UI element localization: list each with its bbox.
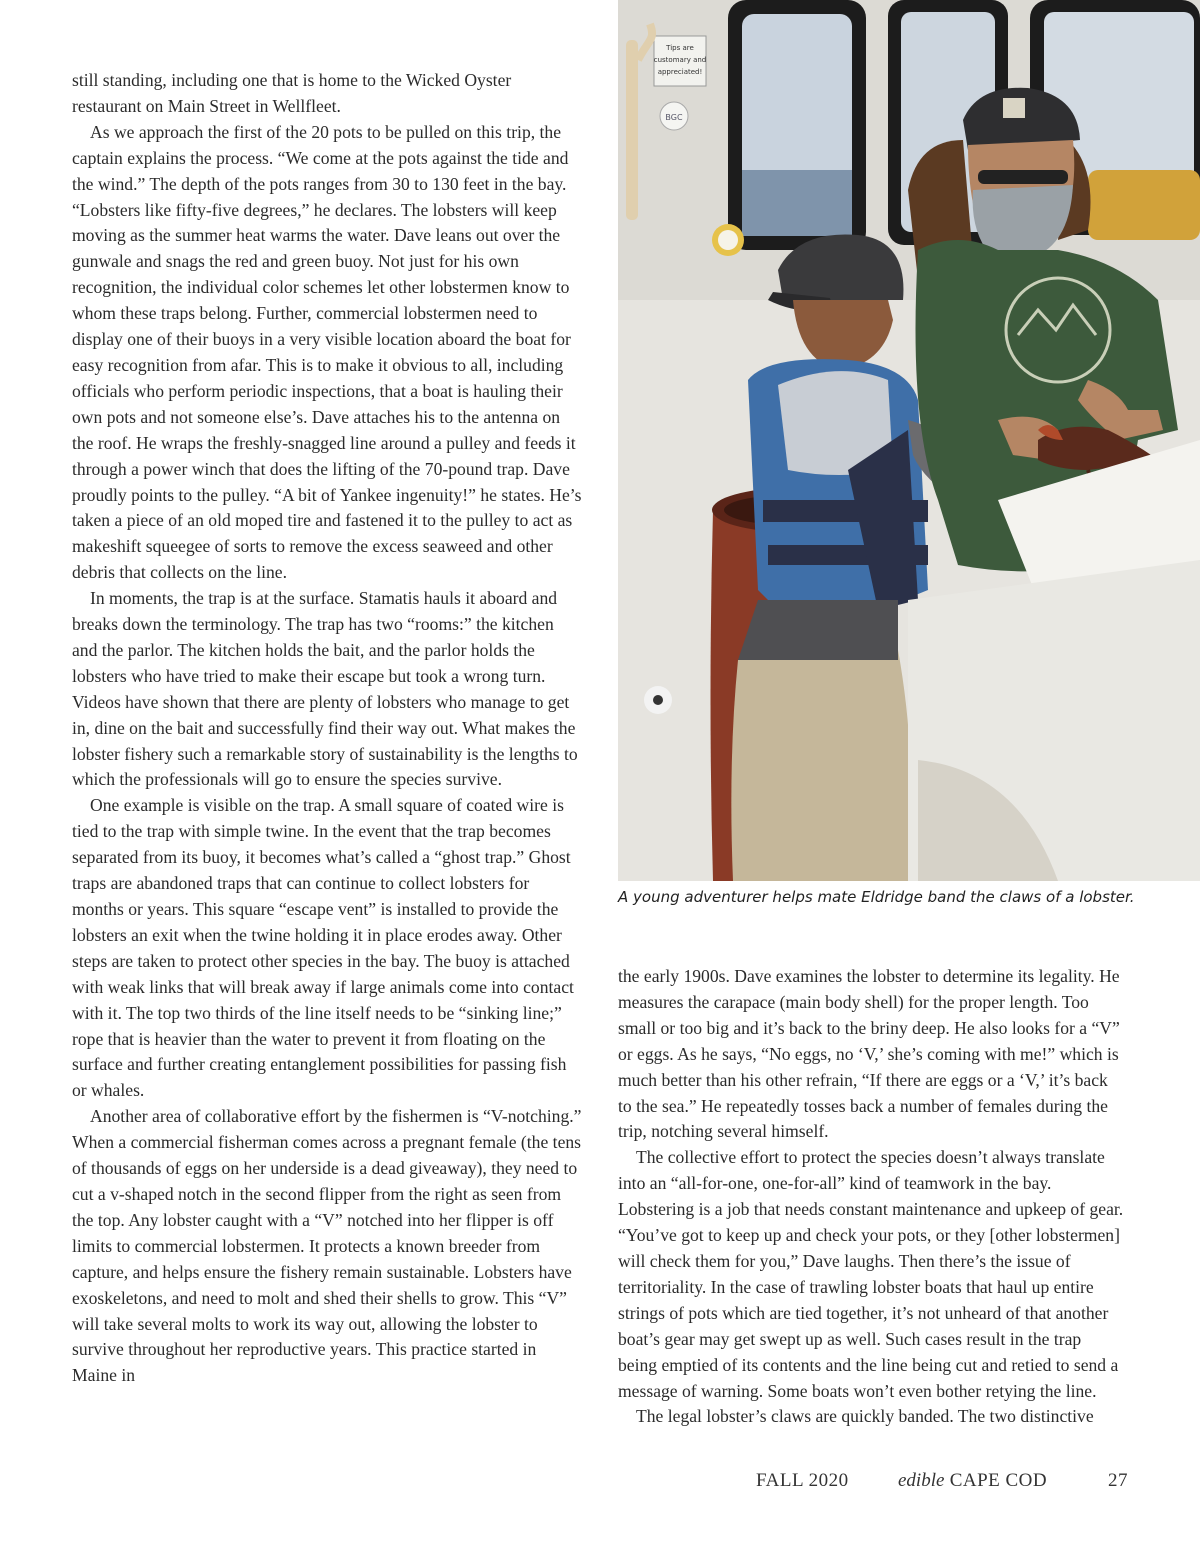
bgc-sticker: [660, 102, 688, 130]
paragraph: The collective effort to protect the species doesn’t always translate into an “all-for-one, one-for-all” kind of teamwork in the bay. Lobstering is a job that needs constant maintenance and upkeep of gear. “You’ve got to keep up and check your pots, or they [other lobstermen] will check them for you,” Dave laughs. Then there’s the issue of territoriality. In the case of trawling lobster boats that haul up entire strings of pots which are tied together, it’s not unheard of that another boat’s gear may get swept up as well. Such cases result in the trap being emptied of its contents and the line being cut and retied to send a message of warning. Some boats won’t even bother retying the line.: [618, 1147, 1124, 1401]
magazine-brand: [898, 1470, 1047, 1492]
paragraph: Another area of collaborative effort by the fishermen is “V-notching.” When a commercial fisherman comes across a pregnant female (the tens of thousands of eggs on her underside is a dead giveaway), they need to cut a v-shaped notch in the second flipper from the right as seen from the top. Any lobster caught with a “V” notched into her flipper is off limits to commercial lobstermen. It protects a known breeder from capture, and helps ensure the fishery remain sustainable. Lobsters have exoskeletons, and need to molt and shed their shells to grow. This “V” will take several molts to work its way out, allowing the lobster to survive throughout her reproductive years. This practice started in Maine in: [72, 1106, 582, 1386]
paragraph: The legal lobster’s claws are quickly banded. The two distinctive: [636, 1406, 1094, 1427]
paragraph: the early 1900s. Dave examines the lobster to determine its legality. He measures the carapace (main body shell) for the proper length. Too small or too big and it’s back to the briny deep. He also looks for a “V” or eggs. As he says, “No eggs, no ‘V,’ she’s coming with me!” which is much better than his other refrain, “If there are eggs or a ‘V,’ it’s back to the sea.” He repeatedly tosses back a number of females during the trip, notching several himself.: [618, 966, 1120, 1142]
article-right-column: [618, 964, 1124, 1430]
article-left-column: [72, 68, 582, 1389]
svg-text:BGC: BGC: [665, 113, 683, 122]
page-footer: [700, 1470, 1128, 1500]
brand-name: CAPE COD: [949, 1470, 1048, 1491]
paragraph: In moments, the trap is at the surface. Stamatis hauls it aboard and breaks down the terminology. The trap has two “rooms:” the kitchen and the parlor. The kitchen holds the bait, and the parlor holds the lobsters who have tried to make their escape but took a wrong turn. Videos have shown that there are plenty of lobsters who manage to get in, dine on the bait and successfully find their way out. What makes the lobster fishery such a remarkable story of sustainability is the lengths to which the professionals will go to ensure the species survive.: [72, 588, 578, 790]
paragraph: As we approach the first of the 20 pots to be pulled on this trip, the captain explains the process. “We come at the pots against the tide and the wind.” The depth of the pots ranges from 30 to 130 feet in the bay. “Lobsters like fifty-five degrees,” he declares. The lobsters will keep moving as the summer heat warms the water. Dave leans out over the gunwale and snags the red and green buoy. Not just for his own recognition, the individual color schemes let other lobstermen know to whom these traps belong. Further, commercial lobstermen need to display one of their buoys in a very visible location aboard the boat for easy recognition from afar. This is to make it obvious to all, including officials who perform periodic inspections, that a boat is hauling their own pots and not someone else’s. Dave attaches his to the antenna on the roof. He wraps the freshly-snagged line around a pulley and feeds it through a power winch that does the lifting of the 70-pound trap. Dave proudly points to the pulley. “A bit of Yankee ingenuity!” he states. He’s taken a piece of an old moped tire and fastened it to the pulley to act as makeshift squeegee of sorts to remove the excess seaweed and other debris that collects on the line.: [72, 121, 582, 583]
svg-text:appreciated!: appreciated!: [657, 68, 703, 76]
tips-sign: [654, 36, 706, 86]
brand-italic: edible: [898, 1470, 945, 1491]
page-number: 27: [1108, 1470, 1128, 1491]
article-photo: [618, 0, 1200, 881]
paragraph: One example is visible on the trap. A small square of coated wire is tied to the trap with simple twine. In the event that the trap becomes separated from its buoy, it becomes what’s called a “ghost trap.” Ghost traps are abandoned traps that can continue to collect lobsters for months or years. This square “escape vent” is installed to provide the lobsters an exit when the twine holding it in place erodes away. Other steps are taken to protect other species in the bay. The buoy is attached with weak links that will break away if large animals come into contact with it. The top two thirds of the line itself needs to be “sinking line;” rope that is heavier than the water to prevent it from floating on the surface and further creating entanglement possibilities for passing fish or whales.: [72, 795, 574, 1101]
photo-caption: A young adventurer helps mate Eldridge band the claws of a lobster.: [618, 888, 1135, 906]
svg-text:Tips are: Tips are: [666, 44, 694, 52]
paragraph: still standing, including one that is home to the Wicked Oyster restaurant on Main Street in Wellfleet.: [72, 70, 512, 116]
issue-label: FALL 2020: [756, 1470, 849, 1491]
svg-text:customary and: customary and: [653, 56, 707, 64]
